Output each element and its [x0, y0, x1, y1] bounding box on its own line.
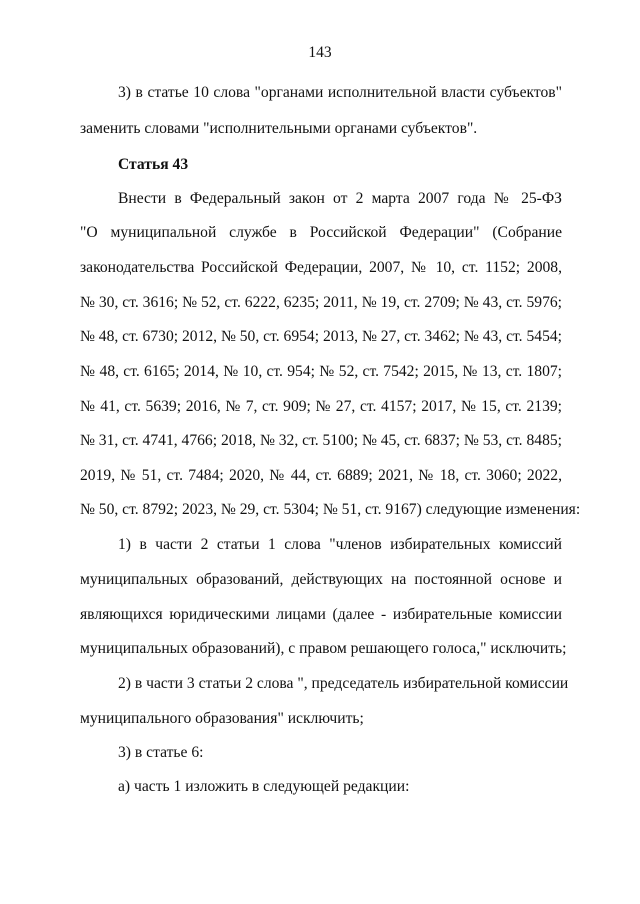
text-line: № 50, ст. 8792; 2023, № 29, ст. 5304; № 51, ст. 9167) следующие изменения: [80, 501, 581, 518]
text-line: № 31, ст. 4741, 4766; 2018, № 32, ст. 5100; № 45, ст. 6837; № 53, ст. 8485; [80, 432, 562, 449]
text-line: № 48, ст. 6165; 2014, № 10, ст. 954; № 52, ст. 7542; 2015, № 13, ст. 1807; [80, 363, 562, 380]
text-line: 2) в части 3 статьи 2 слова ", председатель избирательной комиссии [118, 675, 569, 692]
text-line: а) часть 1 изложить в следующей редакции: [118, 778, 410, 795]
text-line: 3) в статье 6: [118, 744, 204, 761]
text-line: законодательства Российской Федерации, 2007, № 10, ст. 1152; 2008, [80, 259, 562, 276]
text-line: № 41, ст. 5639; 2016, № 7, ст. 909; № 27, ст. 4157; 2017, № 15, ст. 2139; [80, 398, 562, 415]
text-line: являющихся юридическими лицами (далее - избирательные комиссии [80, 606, 562, 623]
text-line: Внести в Федеральный закон от 2 марта 2007 года № 25-ФЗ [118, 190, 562, 207]
text-line: 1) в части 2 статьи 1 слова "членов избирательных комиссий [118, 536, 562, 553]
text-line: 3) в статье 10 слова "органами исполнительной власти субъектов" [118, 84, 562, 101]
text-line: муниципального образования" исключить; [80, 710, 364, 727]
text-line: № 48, ст. 6730; 2012, № 50, ст. 6954; 2013, № 27, ст. 3462; № 43, ст. 5454; [80, 328, 562, 345]
text-line: № 30, ст. 3616; № 52, ст. 6222, 6235; 2011, № 19, ст. 2709; № 43, ст. 5976; [80, 294, 562, 311]
text-line: "О муниципальной службе в Российской Федерации" (Собрание [80, 224, 562, 241]
article-heading: Статья 43 [118, 156, 189, 173]
text-line: 2019, № 51, ст. 7484; 2020, № 44, ст. 6889; 2021, № 18, ст. 3060; 2022, [80, 467, 562, 484]
text-line: муниципальных образований), с правом решающего голоса," исключить; [80, 640, 567, 657]
text-line: муниципальных образований, действующих на постоянной основе и [80, 571, 562, 588]
page-number: 143 [308, 44, 332, 61]
text-line: заменить словами "исполнительными органами субъектов". [80, 120, 478, 137]
